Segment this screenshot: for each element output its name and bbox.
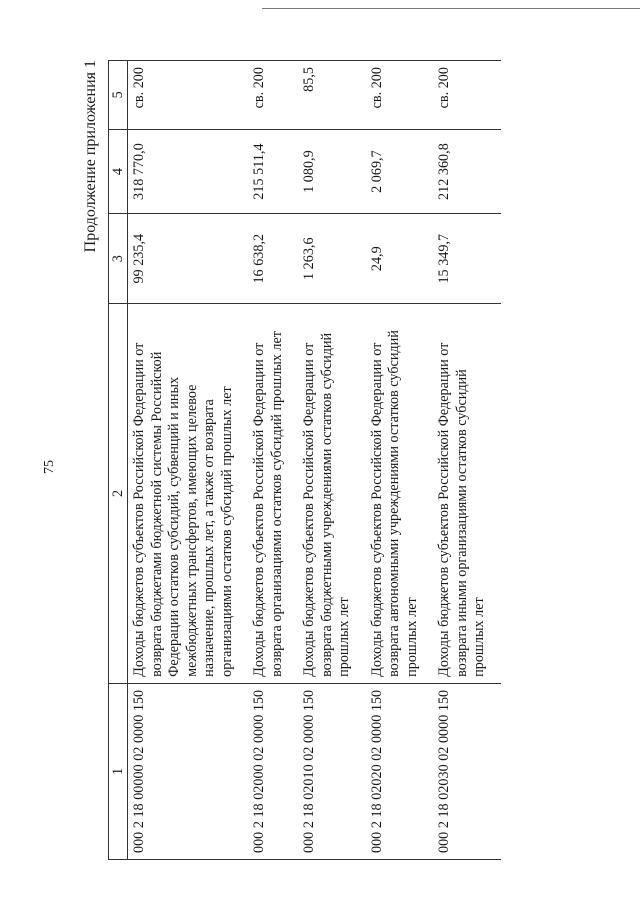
top-rule xyxy=(262,8,640,9)
appendix-table xyxy=(108,60,501,860)
page-number: 75 xyxy=(42,460,57,474)
row-value-col5: св. 200 xyxy=(433,61,501,130)
row-description: Доходы бюджетов субъектов Российской Федерации от возврата организациями остатков субсидий прошлых лет xyxy=(248,304,298,684)
column-header-1: 1 xyxy=(109,683,128,859)
row-value-col4: 2 069,7 xyxy=(366,129,434,214)
row-value-col4: 212 360,8 xyxy=(433,129,501,214)
table-row xyxy=(433,61,501,860)
row-description: Доходы бюджетов субъектов Российской Федерации от возврата иными организациями остатков субсидий прошлых лет xyxy=(433,304,501,684)
row-value-col4: 318 770,0 xyxy=(128,129,249,214)
row-description: Доходы бюджетов субъектов Российской Федерации от возврата бюджетными учреждениями остатков субсидий прошлых лет xyxy=(298,304,366,684)
row-value-col5: св. 200 xyxy=(248,61,298,130)
row-value-col3: 24,9 xyxy=(366,214,434,304)
row-code: 000 2 18 02000 02 0000 150 xyxy=(248,683,298,859)
row-value-col3: 1 263,6 xyxy=(298,214,366,304)
row-code: 000 2 18 02010 02 0000 150 xyxy=(298,683,366,859)
row-value-col5: св. 200 xyxy=(128,61,249,130)
table-row xyxy=(298,61,366,860)
table-row xyxy=(366,61,434,860)
table-row xyxy=(128,61,249,860)
row-value-col3: 99 235,4 xyxy=(128,214,249,304)
continuation-label: Продолжение приложения 1 xyxy=(82,60,99,253)
row-code: 000 2 18 02020 02 0000 150 xyxy=(366,683,434,859)
rotated-page xyxy=(40,60,560,860)
column-header-4: 4 xyxy=(109,129,128,214)
row-description: Доходы бюджетов субъектов Российской Федерации от возврата бюджетами бюджетной системы Российской Федерации остатков субсидий, субвенций и иных межбюджетных трансфертов, имеющих целевое назначение, прошлых лет, а также от возврата организациями остатков субсидий прошлых лет xyxy=(128,304,249,684)
row-value-col3: 16 638,2 xyxy=(248,214,298,304)
row-description: Доходы бюджетов субъектов Российской Федерации от возврата автономными учреждениями остатков субсидий прошлых лет xyxy=(366,304,434,684)
row-value-col5: св. 200 xyxy=(366,61,434,130)
row-value-col4: 215 511,4 xyxy=(248,129,298,214)
row-value-col3: 15 349,7 xyxy=(433,214,501,304)
row-code: 000 2 18 00000 02 0000 150 xyxy=(128,683,249,859)
table-row xyxy=(248,61,298,860)
column-header-3: 3 xyxy=(109,214,128,304)
column-header-2: 2 xyxy=(109,304,128,684)
header-row xyxy=(109,61,128,860)
column-header-5: 5 xyxy=(109,61,128,130)
row-code: 000 2 18 02030 02 0000 150 xyxy=(433,683,501,859)
row-value-col4: 1 080,9 xyxy=(298,129,366,214)
row-value-col5: 85,5 xyxy=(298,61,366,130)
